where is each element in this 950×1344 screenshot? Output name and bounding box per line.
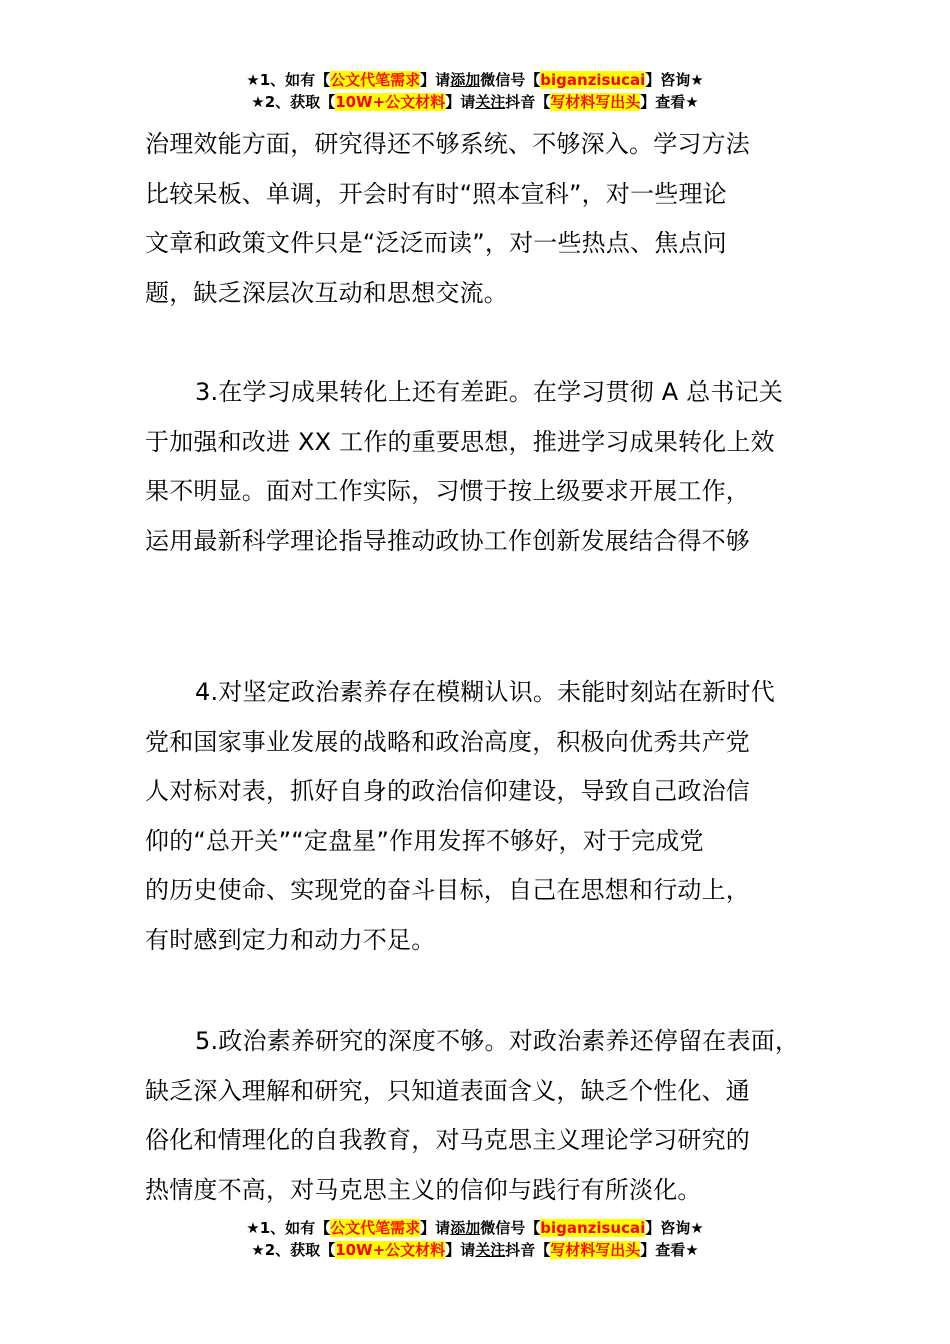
promo-line-1-action: 添加 bbox=[450, 1219, 481, 1237]
promo-line-1-highlight-service: 公文代笔需求 bbox=[330, 1219, 421, 1237]
text-line: 运用最新科学理论指导推动政协工作创新发展结合得不够 bbox=[145, 526, 750, 555]
text-line: 果不明显。面对工作实际，习惯于按上级要求开展工作， bbox=[145, 477, 750, 506]
promo-line-2-mid2: 抖音【 bbox=[505, 93, 551, 111]
promo-line-2-prefix: ★2、获取【 bbox=[251, 1241, 336, 1259]
promo-line-2-highlight-materials: 10W+公文材料 bbox=[335, 1241, 446, 1259]
text-line: 治理效能方面，研究得还不够系统、不够深入。学习方法 bbox=[145, 130, 750, 158]
text-line: 3.在学习成果转化上还有差距。在学习贯彻 A 总书记关 bbox=[195, 378, 783, 406]
footer-promo-banner bbox=[0, 1217, 950, 1261]
promo-line-2 bbox=[0, 1239, 950, 1261]
promo-line-1-action: 添加 bbox=[450, 71, 481, 89]
promo-line-1 bbox=[0, 69, 950, 91]
document-body-section-5 bbox=[145, 1017, 815, 1215]
text-line: 5.政治素养研究的深度不够。对政治素养还停留在表面， bbox=[195, 1027, 800, 1055]
text-line: 俗化和情理化的自我教育，对马克思主义理论学习研究的 bbox=[145, 1126, 750, 1155]
paragraph-5 bbox=[145, 1017, 815, 1215]
promo-line-1-mid2: 微信号【 bbox=[480, 71, 541, 89]
text-line: 有时感到定力和动力不足。 bbox=[145, 925, 436, 954]
promo-line-1-suffix: 】咨询★ bbox=[645, 1219, 704, 1237]
text-line: 仰的“总开关”“定盘星”作用发挥不够好，对于完成党 bbox=[145, 826, 704, 855]
paragraph-continuation bbox=[145, 120, 815, 318]
text-line: 文章和政策文件只是“泛泛而读”，对一些热点、焦点问 bbox=[145, 229, 727, 258]
promo-line-1-wechat-id: biganzisucai bbox=[540, 71, 646, 89]
text-line: 热情度不高，对马克思主义的信仰与践行有所淡化。 bbox=[145, 1175, 702, 1204]
document-body bbox=[145, 120, 815, 318]
promo-line-1-mid: 】请 bbox=[420, 71, 451, 89]
promo-line-2-suffix: 】查看★ bbox=[640, 93, 699, 111]
promo-line-1-highlight-service: 公文代笔需求 bbox=[330, 71, 421, 89]
header-promo-banner bbox=[0, 69, 950, 113]
text-line: 比较呆板、单调，开会时有时“照本宣科”，对一些理论 bbox=[145, 179, 727, 208]
promo-line-2-mid: 】请 bbox=[445, 93, 476, 111]
paragraph-4 bbox=[145, 668, 815, 966]
paragraph-3 bbox=[145, 368, 815, 566]
promo-line-2-prefix: ★2、获取【 bbox=[251, 93, 336, 111]
promo-line-1-wechat-id: biganzisucai bbox=[540, 1219, 646, 1237]
text-line: 4.对坚定政治素养存在模糊认识。未能时刻站在新时代 bbox=[195, 678, 775, 706]
promo-line-2-mid2: 抖音【 bbox=[505, 1241, 551, 1259]
text-line: 的历史使命、实现党的奋斗目标，自己在思想和行动上， bbox=[145, 876, 750, 905]
promo-line-1-prefix: ★1、如有【 bbox=[246, 1219, 331, 1237]
text-line: 缺乏深入理解和研究，只知道表面含义，缺乏个性化、通 bbox=[145, 1076, 750, 1105]
document-body-section-3 bbox=[145, 368, 815, 566]
promo-line-2-action: 关注 bbox=[475, 93, 506, 111]
document-body-section-4 bbox=[145, 668, 815, 966]
text-line: 党和国家事业发展的战略和政治高度，积极向优秀共产党 bbox=[145, 727, 750, 756]
text-line: 题，缺乏深层次互动和思想交流。 bbox=[145, 278, 508, 307]
promo-line-2-mid: 】请 bbox=[445, 1241, 476, 1259]
promo-line-2-suffix: 】查看★ bbox=[640, 1241, 699, 1259]
promo-line-1-mid2: 微信号【 bbox=[480, 1219, 541, 1237]
promo-line-2-action: 关注 bbox=[475, 1241, 506, 1259]
promo-line-1-prefix: ★1、如有【 bbox=[246, 71, 331, 89]
text-line: 于加强和改进 XX 工作的重要思想，推进学习成果转化上效 bbox=[145, 427, 775, 456]
promo-line-2 bbox=[0, 91, 950, 113]
promo-line-1-suffix: 】咨询★ bbox=[645, 71, 704, 89]
promo-line-2-highlight-materials: 10W+公文材料 bbox=[335, 93, 446, 111]
promo-line-1-mid: 】请 bbox=[420, 1219, 451, 1237]
text-line: 人对标对表，抓好自身的政治信仰建设，导致自己政治信 bbox=[145, 777, 750, 806]
promo-line-2-douyin-id: 写材料写出头 bbox=[550, 1241, 641, 1259]
promo-line-2-douyin-id: 写材料写出头 bbox=[550, 93, 641, 111]
promo-line-1 bbox=[0, 1217, 950, 1239]
